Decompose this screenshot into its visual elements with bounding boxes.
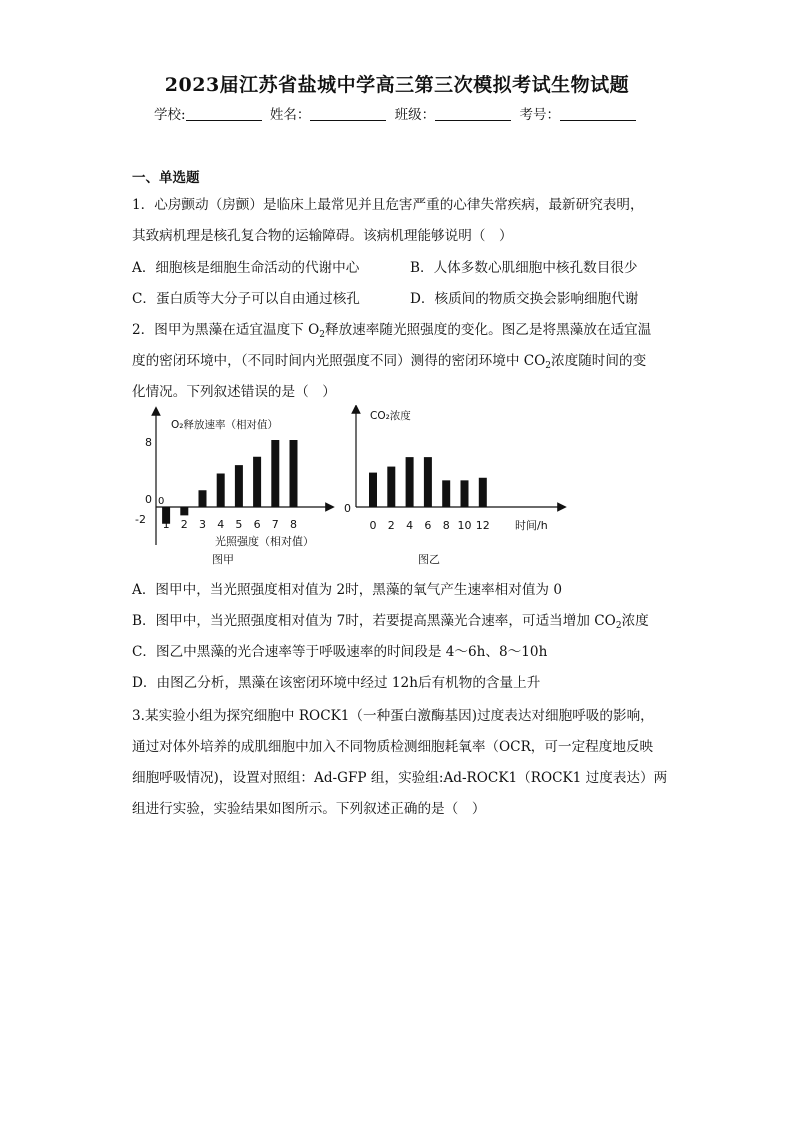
figure-jia-xtick-1: 1 bbox=[162, 518, 170, 531]
figure-jia-title: O₂释放速率（相对值） bbox=[171, 419, 278, 431]
q3-line2: 通过对体外培养的成肌细胞中加入不同物质检测细胞耗氧率（OCR，可一定程度地反映 bbox=[132, 739, 654, 755]
figure-jia-bar-5 bbox=[235, 465, 243, 507]
figure-jia-xtick-8: 8 bbox=[290, 518, 297, 531]
q1-option-c: C．蛋白质等大分子可以自由通过核孔 bbox=[132, 291, 360, 307]
figure-yi-chart bbox=[340, 405, 570, 570]
figure-yi-xtick-4: 4 bbox=[406, 519, 414, 532]
exam-number-blank[interactable] bbox=[560, 107, 636, 121]
name-label: 姓名： bbox=[269, 107, 311, 123]
figure-yi-bar-10 bbox=[461, 480, 469, 507]
figure-jia-caption: 图甲 bbox=[212, 553, 234, 566]
figure-yi-bar-8 bbox=[442, 480, 450, 507]
school-blank[interactable] bbox=[186, 107, 262, 121]
figure-yi-bar-2 bbox=[387, 467, 395, 507]
figure-jia-bar-6 bbox=[253, 457, 261, 507]
q2-line3: 化情况。下列叙述错误的是（ ） bbox=[132, 384, 336, 400]
q1-option-d: D．核质间的物质交换会影响细胞代谢 bbox=[410, 291, 639, 307]
figure-jia-bar-7 bbox=[271, 440, 279, 507]
exam-number-label: 考号： bbox=[519, 107, 560, 123]
figure-jia-bar-3 bbox=[199, 490, 207, 507]
figure-yi-bar-0 bbox=[369, 473, 377, 507]
class-label: 班级： bbox=[394, 107, 436, 123]
q1-line1: 1．心房颤动（房颤）是临床上最常见并且危害严重的心律失常疾病，最新研究表明， bbox=[132, 197, 644, 213]
q1-option-b: B．人体多数心肌细胞中核孔数目很少 bbox=[410, 260, 638, 276]
figure-jia-bar-4 bbox=[217, 474, 225, 508]
figure-yi-bar-4 bbox=[406, 457, 414, 507]
figure-yi-xtick-2: 2 bbox=[387, 519, 395, 532]
figure-jia-xtick-7: 7 bbox=[271, 518, 279, 531]
q1-line2: 其致病机理是核孔复合物的运输障碍。该病机理能够说明（ ） bbox=[132, 228, 513, 244]
figure-yi-ytick-0: 0 bbox=[344, 502, 351, 515]
figure-jia-bar-2 bbox=[180, 507, 188, 515]
figure-jia-chart bbox=[125, 405, 340, 570]
figure-jia-ytick-8: 8 bbox=[145, 436, 152, 449]
q1-option-a: A．细胞核是细胞生命活动的代谢中心 bbox=[132, 260, 360, 276]
figure-jia-xtick-3: 3 bbox=[199, 518, 206, 531]
figure-jia-xtick-2: 2 bbox=[180, 518, 188, 531]
section-heading: 一、单选题 bbox=[132, 170, 200, 186]
figure-yi-xtick-6: 6 bbox=[424, 519, 432, 532]
school-label: 学校: bbox=[154, 107, 186, 123]
figure-yi-xtick-10: 10 bbox=[457, 519, 472, 532]
class-blank[interactable] bbox=[435, 107, 511, 121]
q2-option-d: D．由图乙分析，黑藻在该密闭环境中经过 12h后有机物的含量上升 bbox=[132, 675, 541, 691]
q2-line2: 度的密闭环境中，（不同时间内光照强度不同）测得的密闭环境中 $CO_2$浓度随时间的变 bbox=[132, 353, 647, 371]
figure-yi-bar-6 bbox=[424, 457, 432, 507]
exam-title: 2023届江苏省盐城中学高三第三次模拟考试生物试题 bbox=[164, 74, 630, 96]
q3-line3: 细胞呼吸情况)，设置对照组：Ad-GFP 组，实验组:Ad-ROCK1（ROCK1 过度表达）两 bbox=[132, 770, 668, 786]
figure-jia-zero-label: 0 bbox=[158, 496, 165, 507]
figure-yi-caption: 图乙 bbox=[418, 553, 440, 566]
q2-option-a: A．图甲中，当光照强度相对值为 2时，黑藻的氧气产生速率相对值为 0 bbox=[132, 582, 562, 598]
q2-line1: 2．图甲为黑藻在适宜温度下 $O_2$释放速率随光照强度的变化。图乙是将黑藻放在适宜温 bbox=[132, 322, 652, 340]
figure-jia-bar-8 bbox=[290, 440, 298, 507]
q3-line1: 3.某实验小组为探究细胞中 ROCK1（一种蛋白激酶基因)过度表达对细胞呼吸的影响， bbox=[132, 708, 654, 724]
figure-yi-bar-12 bbox=[479, 478, 487, 507]
figure-jia-xlabel: 光照强度（相对值） bbox=[215, 535, 314, 548]
q2-option-c: C．图乙中黑藻的光合速率等于呼吸速率的时间段是 4～6h、8～10h bbox=[132, 644, 548, 660]
student-info-row bbox=[0, 103, 794, 123]
name-blank[interactable] bbox=[310, 107, 386, 121]
figure-jia-xtick-5: 5 bbox=[235, 518, 243, 531]
figure-jia-xtick-6: 6 bbox=[253, 518, 261, 531]
figure-yi-xlabel: 时间/h bbox=[515, 519, 548, 532]
q3-line4: 组进行实验，实验结果如图所示。下列叙述正确的是（ ） bbox=[132, 801, 486, 817]
figure-yi-xtick-0: 0 bbox=[369, 519, 377, 532]
q2-option-b: B．图甲中，当光照强度相对值为 7时，若要提高黑藻光合速率，可适当增加 $CO_2$浓度 bbox=[132, 613, 649, 631]
figure-yi-xtick-12: 12 bbox=[475, 519, 490, 532]
figure-jia-xtick-4: 4 bbox=[217, 518, 225, 531]
figure-jia-ytick-0: 0 bbox=[145, 493, 152, 506]
figure-jia-ytick-neg2: -2 bbox=[135, 513, 146, 526]
figure-yi-title: CO₂浓度 bbox=[370, 410, 411, 422]
figure-yi-xtick-8: 8 bbox=[442, 519, 450, 532]
